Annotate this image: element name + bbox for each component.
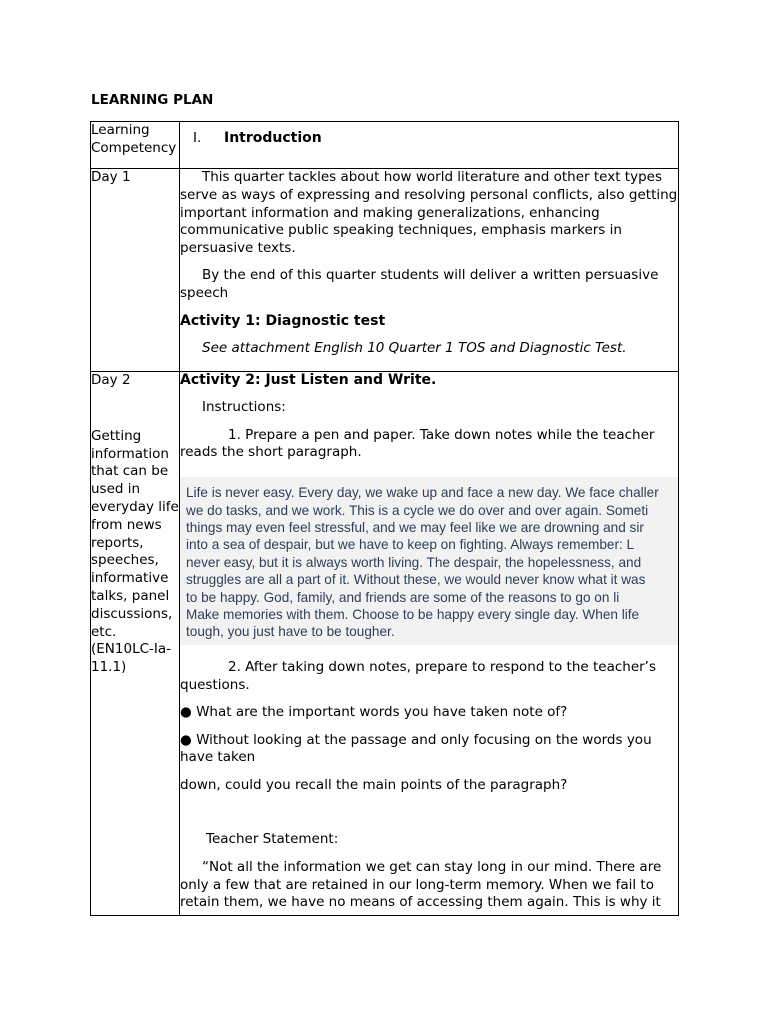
passage-line: things may even feel stressful, and we may feel like we are drowning and sir [186,520,644,535]
day2-competency-text: Getting information that can be used in everyday life from news reports, speeches, informative talks, panel discussions, etc. (EN10LC-Ia-11.1) [91,427,179,676]
teacher-statement-label: Teacher Statement: [206,831,339,848]
passage-line: to be happy. God, family, and friends are some of the reasons to go on li [186,589,620,605]
instructions-label: Instructions: [202,399,286,416]
passage-line: never easy, but it is always worth living. The despair, the hopelessness, and [186,554,642,570]
activity2-title: Activity 2: Just Listen and Write. [180,372,437,388]
day1-overview-text: This quarter tackles about how world literature and other text types serve as ways of expressing and resolving personal conflicts, also getting important information and making generalizations, enhancing communicative public speaking techniques, emphasis markers in persuasive texts. [180,169,678,257]
learning-competency-label: Learning Competency [91,122,177,156]
passage-line: we do tasks, and we work. This is a cycle we do over and over again. Someti [186,502,649,518]
passage-line: Life is never easy. Every day, we wake up and face a new day. We face challer [186,485,659,501]
day2-label: Day 2 [91,372,131,388]
day2-content-cell [180,372,679,916]
day1-objective-text: By the end of this quarter students will deliver a written persuasive speech [180,267,659,302]
table-row-header [91,122,679,169]
step1-text: 1. Prepare a pen and paper. Take down notes while the teacher reads the short paragraph. [180,426,655,461]
question1-text: ● What are the important words you have taken note of? [180,704,568,721]
day1-label-cell [91,169,180,372]
table-row-day1 [91,169,679,372]
passage-line: tough, you just have to be tougher. [186,624,395,640]
document-title: LEARNING PLAN [91,92,214,108]
introduction-header-cell [180,122,679,169]
day1-content-cell [180,169,679,372]
passage-line: into a sea of despair, but we have to keep on fighting. Always remember: L [186,537,635,553]
passage-line: Make memories with them. Choose to be happy every single day. When life [186,607,640,623]
table-row-day2 [91,372,679,916]
activity1-title: Activity 1: Diagnostic test [180,312,386,329]
day2-label-cell [91,372,180,916]
activity1-note: See attachment English 10 Quarter 1 TOS and Diagnostic Test. [202,339,627,356]
passage-image [180,477,678,645]
passage-line: struggles are all a part of it. Without these, we would never know what it was [186,572,646,588]
section-numeral: I. [193,130,202,146]
question2-text: ● Without looking at the passage and only focusing on the words you have taken [180,731,652,766]
section-heading: Introduction [224,130,322,146]
step2-text: 2. After taking down notes, prepare to respond to the teacher’s questions. [180,659,657,693]
learning-plan-table [90,121,679,916]
question2-continuation: down, could you recall the main points of the paragraph? [180,776,568,793]
learning-competency-header [91,122,180,169]
day1-label: Day 1 [91,169,131,185]
teacher-statement-text: “Not all the information we get can stay long in our mind. There are only a few that are retained in our long-term memory. When we fail to retain them, we have no means of accessing them again. This is why it [180,858,662,911]
